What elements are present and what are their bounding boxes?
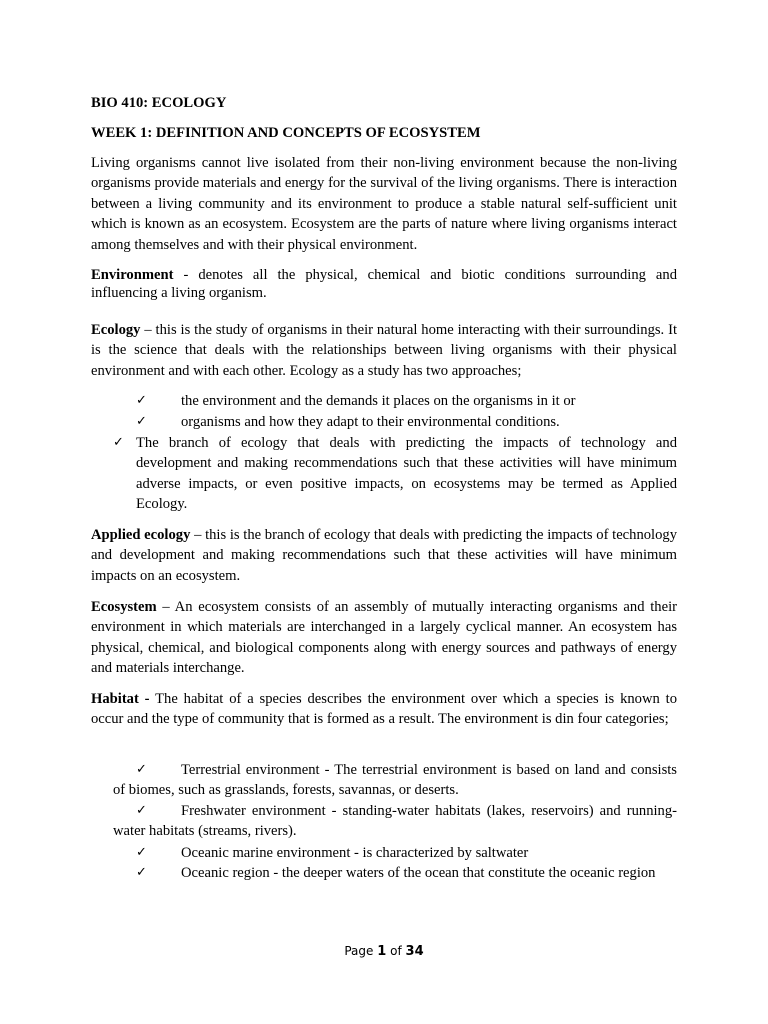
habitat-term: Habitat -	[91, 691, 150, 707]
habitat-bullet-terrestrial: Terrestrial environment - The terrestrial environment is based on land and consists of biomes, such as grasslands, forests, savannas, or deserts.	[113, 762, 677, 799]
of-word: of	[390, 944, 402, 958]
ecology-bullet-1: the environment and the demands it places on the organisms in it or	[181, 393, 576, 409]
environment-text: denotes all the physical, chemical and biotic conditions surrounding and influencing a living organism.	[91, 267, 677, 301]
applied-sep: –	[190, 527, 206, 543]
course-title: BIO 410: ECOLOGY	[91, 95, 227, 111]
applied-ecology-definition	[91, 525, 677, 586]
environment-term: Environment	[91, 267, 174, 283]
page-number: 1	[377, 944, 387, 959]
habitat-bullet-oceanic-marine: Oceanic marine environment - is characterized by saltwater	[181, 845, 529, 861]
ecology-bullet-3: The branch of ecology that deals with predicting the impacts of technology and development and making recommendations such that these activities will have minimum adverse impacts, or even positive impacts, on ecosystems may be termed as Applied Ecology.	[136, 435, 677, 513]
intro-paragraph: Living organisms cannot live isolated from their non-living environment because the non-living organisms provide materials and energy for the survival of the living organisms. There is interaction between a living community and its environment to produce a stable natural self-sufficient unit which is known as an ecosystem. Ecosystem are the parts of nature where living organisms interact among themselves and with their physical environment.	[91, 155, 677, 253]
page-total: 34	[405, 944, 424, 959]
check-icon: ✓	[113, 435, 124, 450]
check-icon: ✓	[136, 865, 147, 880]
habitat-definition	[91, 689, 677, 730]
ecology-bullet-2: organisms and how they adapt to their environmental conditions.	[181, 414, 560, 430]
ecosystem-sep: –	[156, 599, 175, 615]
ecology-definition	[91, 320, 677, 381]
environment-sep: -	[173, 267, 199, 283]
ecosystem-term: Ecosystem	[91, 599, 157, 615]
check-icon: ✓	[136, 845, 147, 860]
page-footer	[0, 941, 768, 962]
habitat-text: The habitat of a species describes the environment over which a species is known to occur and the type of community that is formed as a result. The environment is din four categories;	[91, 691, 677, 728]
habitat-bullet-freshwater: Freshwater environment - standing-water habitats (lakes, reservoirs) and running-water habitats (streams, rivers).	[113, 803, 677, 840]
applied-term: Applied ecology	[91, 527, 191, 543]
check-icon: ✓	[136, 762, 147, 777]
habitat-bullet-oceanic-region: Oceanic region - the deeper waters of the ocean that constitute the oceanic region	[181, 865, 656, 881]
ecology-text: this is the study of organisms in their natural home interacting with their surroundings. It is the science that deals with the relationships between living organisms with their physical environment and with each other. Ecology as a study has two approaches;	[91, 322, 678, 379]
page-word: Page	[344, 944, 374, 958]
check-icon: ✓	[136, 803, 147, 818]
ecology-term: Ecology	[91, 322, 141, 338]
check-icon: ✓	[136, 393, 147, 408]
ecology-sep: –	[140, 322, 156, 338]
week-title: WEEK 1: DEFINITION AND CONCEPTS OF ECOSYSTEM	[91, 125, 481, 141]
applied-text: this is the branch of ecology that deals with predicting the impacts of technology and development and making recommendations such that these activities will have minimum impacts on an ecosystem.	[91, 527, 677, 584]
ecosystem-text: An ecosystem consists of an assembly of mutually interacting organisms and their environment in which materials are interchanged in a largely cyclical manner. An ecosystem has physical, chemical, and biological components along with energy sources and pathways of energy and materials interchange.	[91, 599, 677, 677]
check-icon: ✓	[136, 414, 147, 429]
environment-definition	[91, 266, 677, 302]
ecosystem-definition	[91, 597, 677, 679]
